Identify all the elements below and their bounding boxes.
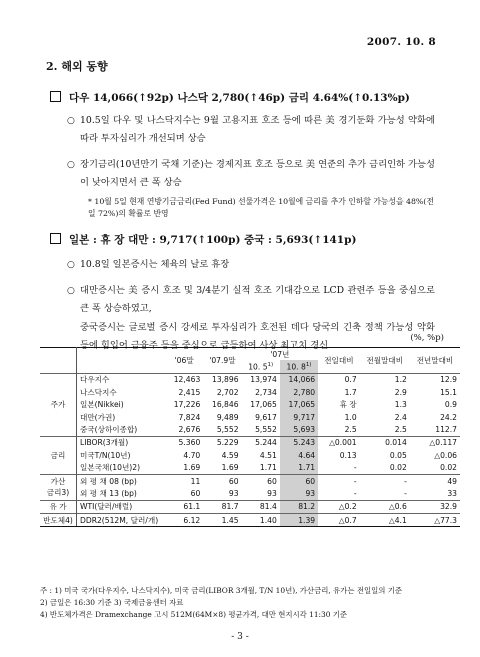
- table-cell: 12.9: [410, 373, 460, 386]
- table-cell: 15.1: [440, 387, 457, 397]
- footnote-line: 주 : 1) 미국 국가(다우지수, 나스닥지수), 미국 금리(LIBOR 3개월, T/N 10년), 가산금리, 유가는 전일일의 기준: [40, 586, 402, 595]
- table-cell: 33: [447, 488, 457, 498]
- row-group-label: 가산 금리3): [40, 474, 77, 500]
- us-bullet-2: [67, 156, 435, 192]
- row-label: 외 평 채 08 (bp): [77, 474, 166, 487]
- table-row: [40, 373, 460, 386]
- table-cell: 32.9: [410, 500, 460, 513]
- col-oct-8: 10. 8$^{1)}$: [280, 360, 318, 373]
- table-cell: △0.7: [318, 514, 360, 527]
- table-cell: -: [353, 463, 357, 473]
- table-cell: 6.12: [165, 514, 203, 527]
- table-cell: 12,463: [165, 373, 203, 386]
- table-cell: △77.3: [410, 514, 460, 527]
- table-row: [40, 399, 460, 411]
- table-unit: (%, %p): [410, 333, 444, 343]
- row-label: 다우지수: [77, 373, 166, 386]
- table-cell: 5,552: [216, 425, 239, 435]
- us-bullet-1-text: 10.5일 다우 및 나스닥지수는 9월 고용지표 호조 등에 따른 美 경기둔화 가능성 약화에 따라 투자심리가 개선되며 상승: [80, 115, 435, 144]
- table-cell: 4.64: [280, 449, 318, 461]
- row-label: 나스닥지수: [80, 387, 117, 397]
- table-row: [40, 474, 460, 487]
- table-cell: 0.05: [389, 450, 407, 460]
- table-cell: 17,226: [173, 400, 201, 410]
- table-cell: 1.2: [360, 373, 410, 386]
- row-label: 미국T/N(10년): [80, 450, 131, 460]
- table-cell: 93: [280, 487, 318, 500]
- row-label: LIBOR(3개월): [77, 436, 166, 449]
- table-row: [40, 462, 460, 475]
- table-cell: 11: [165, 474, 203, 487]
- footnote-line: 2) 금일은 16:30 기준 3) 국제금융센터 자료: [40, 598, 184, 607]
- asia-bullet-2-text: 대만증시는 美 증시 호조 및 3/4분기 실적 호조 기대감으로 LCD 관련주 등을 중심으로 큰 폭 상승하였고,: [80, 285, 435, 314]
- table-cell: 5.243: [280, 436, 318, 449]
- table-row: [40, 487, 460, 500]
- us-headline: [50, 90, 410, 105]
- row-label: 일본(Nikkei): [80, 400, 124, 410]
- table-cell: 81.7: [203, 500, 241, 513]
- table-cell: 0.13: [339, 450, 357, 460]
- asia-headline: [50, 232, 356, 247]
- table-cell: 112.7: [435, 425, 457, 435]
- table-cell: 81.2: [280, 500, 318, 513]
- report-date: 2007. 10. 8: [366, 36, 436, 48]
- table-cell: 5.360: [165, 436, 203, 449]
- table-cell: 5.244: [242, 436, 280, 449]
- table-cell: △0.2: [318, 500, 360, 513]
- table-cell: 0.7: [318, 373, 360, 386]
- asia-headline-text: 일본 : 휴 장 대만 : 9,717(↑100p) 중국 : 5,693(↑141p): [69, 234, 357, 246]
- table-cell: 2.9: [394, 387, 407, 397]
- table-cell: 5,552: [255, 425, 277, 435]
- page-number: - 3 -: [231, 632, 249, 642]
- table-cell: 9,617: [255, 412, 277, 422]
- row-label: 일본국채(10년)2): [80, 463, 141, 473]
- table-cell: 93: [228, 488, 239, 498]
- circle-bullet-icon: ○: [67, 260, 75, 270]
- table-cell: 7,824: [178, 412, 201, 422]
- table-cell: 49: [410, 474, 460, 487]
- row-group-label: 반도체4): [40, 514, 77, 527]
- table-cell: 1.40: [242, 514, 280, 527]
- table-cell: 2.5: [394, 425, 407, 435]
- table-cell: △4.1: [360, 514, 410, 527]
- table-cell: 60: [190, 488, 201, 498]
- row-group-label: 주가: [40, 373, 77, 436]
- us-bullet-1: [67, 112, 435, 148]
- table-cell: 0.014: [360, 436, 410, 449]
- table-cell: 1.71: [280, 462, 318, 475]
- table-cell: 5,693: [280, 423, 318, 436]
- table-cell: 9,717: [280, 411, 318, 423]
- col-month-change: 전월말대비: [360, 348, 410, 374]
- col-day-change: 전일대비: [318, 348, 360, 374]
- table-row: [40, 500, 460, 513]
- china-paragraph: 중국증시는 글로벌 증시 강세로 투자심리가 호전된 데다 당국의 긴축 정책 가능성 약화 등에 힘입어 금융주 등을 중심으로 급등하여 사상 최고치 경신: [80, 322, 435, 351]
- table-cell: △0.6: [360, 500, 410, 513]
- circle-bullet-icon: ○: [67, 286, 75, 296]
- table-cell: 60: [203, 474, 241, 487]
- circle-bullet-icon: ○: [67, 160, 75, 170]
- table-row: [40, 423, 460, 436]
- table-cell: 14,066: [280, 373, 318, 386]
- table-row: [40, 436, 460, 449]
- table-cell: 2,415: [178, 387, 201, 397]
- table-cell: 0.9: [444, 400, 457, 410]
- section-title: 2. 해외 동향: [46, 60, 108, 73]
- fed-fund-note: * 10월 5일 현재 연방기금금리(Fed Fund) 선물가격은 10월에 금리를 추가 인하할 가능성을 48%(전일 72%)의 확률로 반영: [88, 197, 434, 218]
- row-label: 외 평 채 13 (bp): [80, 488, 137, 498]
- checkbox-square-icon: [50, 91, 61, 102]
- table-cell: 17,065: [250, 400, 277, 410]
- table-cell: 4.70: [183, 450, 201, 460]
- table-cell: 1.0: [344, 412, 357, 422]
- table-cell: 1.69: [221, 463, 239, 473]
- table-cell: 16,846: [211, 400, 239, 410]
- asia-bullet-1-text: 10.8일 일본증시는 체육의 날로 휴장: [80, 259, 230, 270]
- table-cell: 9,489: [216, 412, 239, 422]
- table-cell: 24.2: [440, 412, 457, 422]
- asia-bullet-2: [67, 282, 435, 318]
- table-cell: 60: [280, 474, 318, 487]
- table-cell: -: [360, 474, 410, 487]
- table-cell: 5.229: [203, 436, 241, 449]
- table-cell: 13,896: [203, 373, 241, 386]
- row-label: 대만(가권): [80, 412, 116, 422]
- table-cell: 2.5: [344, 425, 357, 435]
- row-label: WTI(달러/배럴): [77, 500, 166, 513]
- row-group-label: 유 가: [40, 500, 77, 513]
- asia-bullet-1: [67, 256, 435, 274]
- table-cell: 2,676: [178, 425, 201, 435]
- table-cell: 1.71: [259, 463, 277, 473]
- table-cell: 휴 장: [339, 400, 357, 410]
- table-cell: -: [404, 488, 407, 498]
- market-table: [40, 347, 460, 527]
- checkbox-square-icon: [50, 233, 61, 244]
- table-cell: 1.69: [183, 463, 201, 473]
- us-headline-text: 다우 14,066(↑92p) 나스닥 2,780(↑46p) 금리 4.64%(↑0.13%p): [69, 92, 410, 104]
- table-cell: 0.02: [389, 463, 407, 473]
- us-bullet-2-text: 장기금리(10년만기 국채 기준)는 경제지표 호조 등으로 美 연준의 추가 금리인하 가능성이 낮아지면서 큰 폭 상승: [80, 159, 435, 188]
- table-cell: 2.4: [394, 412, 407, 422]
- table-cell: 60: [242, 474, 280, 487]
- table-cell: 1.39: [280, 514, 318, 527]
- table-cell: 93: [267, 488, 277, 498]
- table-cell: △0.06: [434, 450, 457, 460]
- row-label: DDR2(512M, 달러/개): [77, 514, 166, 527]
- table-row: [40, 514, 460, 527]
- table-cell: 2,702: [216, 387, 239, 397]
- table-cell: 2,780: [280, 386, 318, 398]
- table-cell: 2,734: [255, 387, 277, 397]
- table-cell: 0.02: [440, 463, 457, 473]
- table-cell: 81.4: [242, 500, 280, 513]
- table-cell: 1.45: [203, 514, 241, 527]
- table-row: [40, 411, 460, 423]
- col-07-sep-end: '07.9말: [203, 348, 241, 374]
- table-cell: -: [318, 474, 360, 487]
- table-cell: 1.3: [394, 400, 407, 410]
- table-cell: 61.1: [165, 500, 203, 513]
- row-label: 중국(상하이종합): [80, 425, 138, 435]
- table-row: [40, 386, 460, 398]
- table-cell: △0.117: [410, 436, 460, 449]
- table-cell: 17,065: [280, 399, 318, 411]
- table-cell: -: [353, 488, 357, 498]
- table-cell: 4.59: [221, 450, 239, 460]
- col-oct-5: 10. 5$^{1)}$: [248, 361, 274, 372]
- table-row: [40, 449, 460, 461]
- table-cell: △0.001: [318, 436, 360, 449]
- table-cell: 13,974: [242, 373, 280, 386]
- footnote-line: 4) 반도체가격은 Dramexchange 고시 512M(64M×8) 평균가격, 대만 현지시각 11:30 기준: [40, 610, 348, 619]
- col-year-change: 전년말대비: [410, 348, 460, 374]
- table-cell: 1.7: [344, 387, 357, 397]
- col-07-year: '07년: [242, 348, 319, 361]
- row-group-label: 금리: [40, 436, 77, 474]
- table-cell: 4.51: [259, 450, 277, 460]
- circle-bullet-icon: ○: [67, 116, 75, 126]
- col-06-end: '06말: [165, 348, 203, 374]
